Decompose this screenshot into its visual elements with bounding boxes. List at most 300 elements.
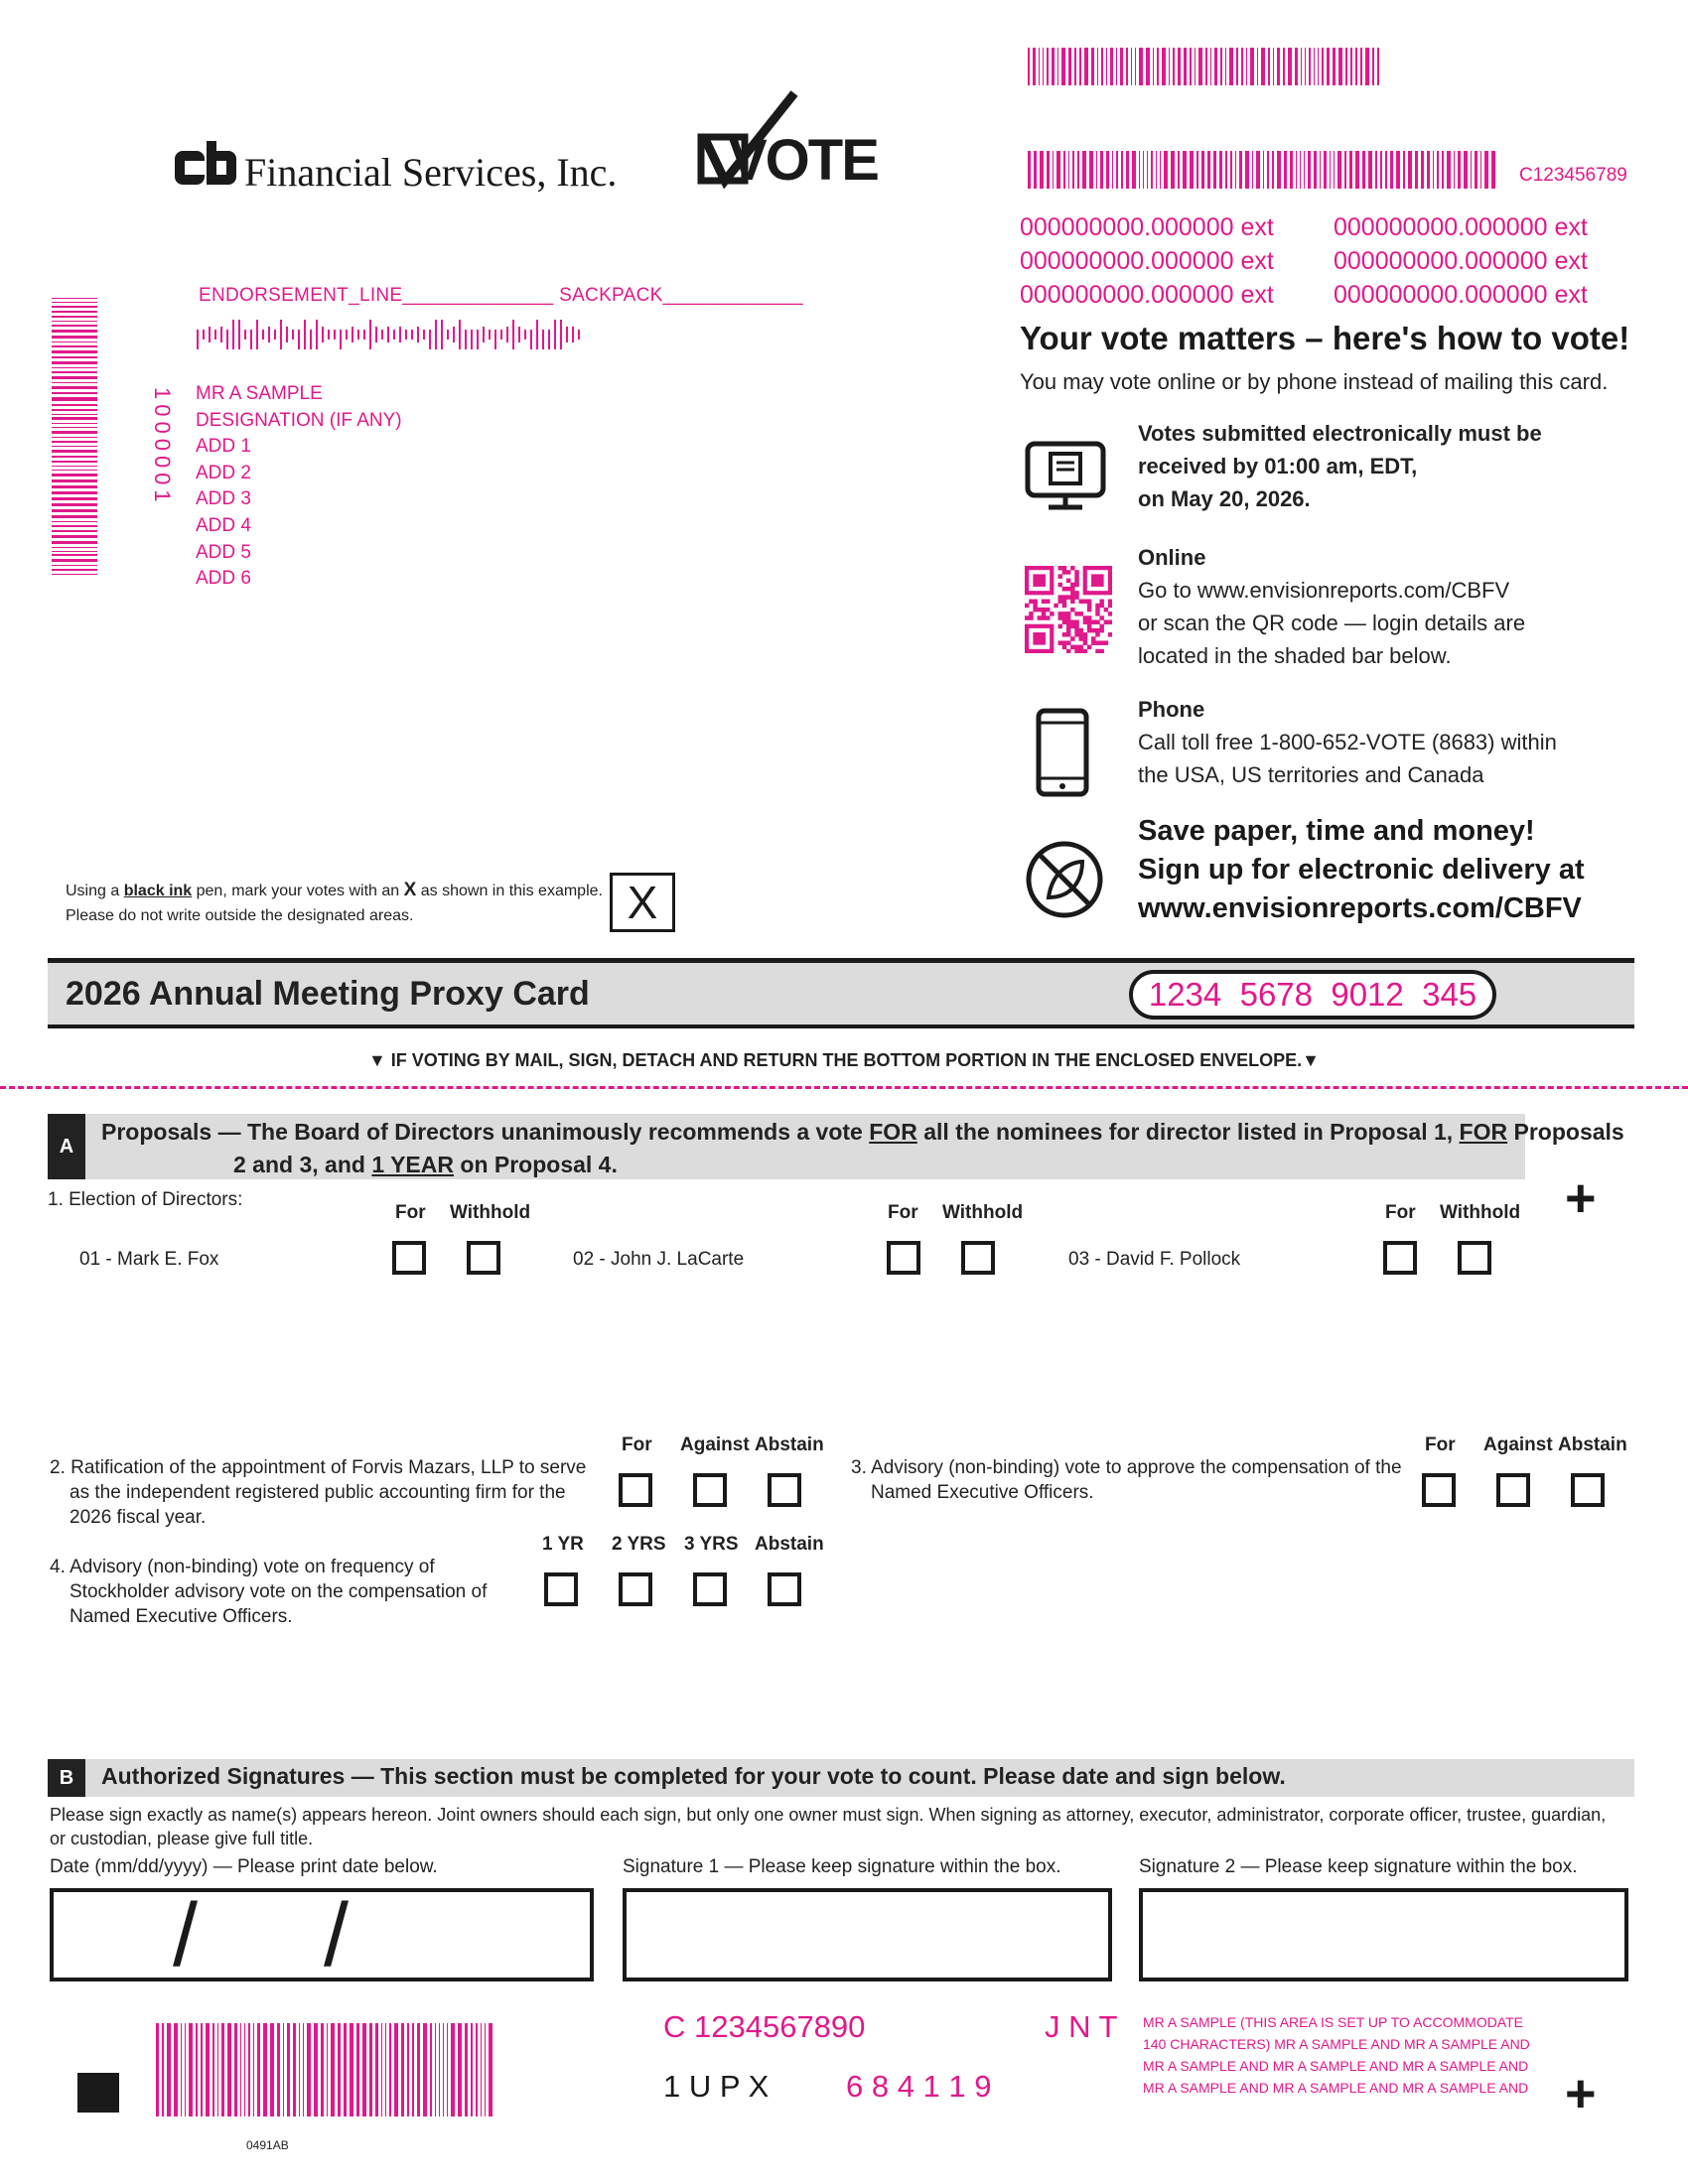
barcode-bar: [1040, 151, 1044, 189]
company-name: Financial Services, Inc.: [244, 150, 618, 195]
signature-1-label: Signature 1 — Please keep signature within the box.: [623, 1856, 1061, 1877]
vote-title: Your vote matters – here's how to vote!: [1020, 320, 1630, 356]
barcode-bar: [338, 2023, 341, 2116]
qr-module: [1066, 632, 1070, 636]
qr-module: [1074, 574, 1078, 578]
barcode-bar: [331, 2023, 335, 2116]
footer-sample-text: [1143, 2011, 1530, 2099]
footer-code-1: C 1234567890: [663, 2009, 866, 2044]
proposal-2-line: 2. Ratification of the appointment of Forvis Mazars, LLP to serve: [50, 1457, 587, 1478]
proposal-3-line: 3. Advisory (non-binding) vote to approve the compensation of the: [851, 1457, 1402, 1478]
qr-module: [1046, 608, 1050, 612]
phone-icon: [1035, 707, 1090, 803]
paper-line: Save paper, time and money!: [1138, 815, 1535, 847]
ext-line: 000000000.000000 ext: [1334, 213, 1588, 241]
qr-module: [1095, 612, 1099, 615]
barcode-bar: [1314, 151, 1317, 189]
qr-module: [1095, 640, 1099, 644]
barcode-bar: [1290, 151, 1293, 189]
barcode-bar: [52, 336, 97, 339]
barcode-bar: [1110, 48, 1113, 85]
barcode-bar: [423, 2023, 427, 2116]
proposal-2-abstain-checkbox[interactable]: [768, 1473, 801, 1507]
qr-module: [1099, 640, 1103, 644]
barcode-bar: [1210, 48, 1211, 85]
barcode-bar: [1360, 48, 1362, 85]
ext-line: 000000000.000000 ext: [1334, 247, 1588, 275]
postal-bar: [286, 327, 288, 342]
barcode-bar: [476, 2023, 478, 2116]
postal-bar: [298, 330, 300, 349]
barcode-bar: [1057, 48, 1058, 85]
barcode-bar: [1056, 151, 1060, 189]
barcode-bar: [1305, 48, 1306, 85]
signature-2-label: Signature 2 — Please keep signature within the box.: [1139, 1856, 1578, 1877]
barcode-bar: [1283, 48, 1285, 85]
postal-bar: [554, 320, 556, 349]
ink-line-2: Please do not write outside the designated areas.: [66, 907, 414, 924]
phone-text: [1138, 693, 1557, 791]
date-separator: /: [324, 1886, 350, 1985]
paper-line: Sign up for electronic delivery at: [1138, 854, 1585, 886]
nominee-1-withhold-checkbox[interactable]: [467, 1241, 500, 1275]
barcode-bar: [1043, 48, 1044, 85]
barcode-bar: [1213, 151, 1216, 189]
barcode-bar: [1139, 48, 1143, 85]
barcode-bar: [1097, 48, 1098, 85]
qr-module: [1095, 632, 1099, 636]
qr-module: [1042, 615, 1046, 619]
barcode-bar: [1146, 48, 1150, 85]
postal-bar: [393, 330, 395, 340]
barcode-bar: [1295, 48, 1298, 85]
barcode-bar: [1100, 151, 1103, 189]
qr-module: [1087, 615, 1091, 619]
qr-module: [1095, 608, 1099, 612]
postal-bar: [489, 330, 491, 340]
postal-bar: [268, 327, 270, 342]
qr-module: [1062, 615, 1066, 619]
qr-module: [1095, 604, 1099, 608]
barcode-bar: [1047, 151, 1050, 189]
phone-line[interactable]: Call toll free 1-800-652-VOTE (8683) within: [1138, 730, 1557, 754]
postal-bar: [274, 330, 276, 340]
barcode-bar: [240, 2023, 241, 2116]
barcode-bar: [52, 423, 97, 425]
side-barcode: [52, 298, 97, 578]
postal-bar: [530, 330, 532, 349]
barcode-bar: [52, 525, 97, 527]
qr-module: [1091, 636, 1095, 640]
barcode-bar: [1245, 151, 1249, 189]
barcode-bar: [1084, 48, 1088, 85]
barcode-bar: [1178, 48, 1181, 85]
postal-bar: [262, 330, 264, 340]
qr-module: [1066, 624, 1070, 628]
ext-line: 000000000.000000 ext: [1020, 213, 1274, 241]
sample-line: 140 CHARACTERS) MR A SAMPLE AND MR A SAMPLE AND: [1143, 2036, 1530, 2052]
postal-bar: [226, 330, 228, 349]
barcode-bar: [52, 466, 97, 468]
barcode-bar: [1151, 151, 1153, 189]
barcode-bar: [1156, 151, 1157, 189]
barcode-bar: [1296, 151, 1297, 189]
control-code: C123456789: [1519, 165, 1627, 186]
barcode-bar: [1308, 151, 1311, 189]
postal-bar: [560, 320, 562, 349]
qr-module: [1070, 566, 1074, 570]
barcode-bar: [1112, 151, 1113, 189]
postal-barcode: [197, 320, 584, 349]
postal-bar: [441, 320, 443, 349]
qr-finder: [1033, 632, 1046, 645]
barcode-bar: [1250, 48, 1254, 85]
barcode-bar: [1079, 48, 1081, 85]
barcode-bar: [1225, 48, 1226, 85]
qr-module: [1074, 591, 1078, 595]
barcode-bar: [1153, 48, 1154, 85]
barcode-bar: [451, 2023, 455, 2116]
qr-module: [1074, 645, 1078, 649]
barcode-bar: [185, 2023, 186, 2116]
barcode-bar: [1350, 48, 1352, 85]
barcode-bar: [1034, 151, 1037, 189]
barcode-bar: [1225, 151, 1227, 189]
barcode-bar: [1205, 48, 1207, 85]
barcode-bar: [1301, 48, 1302, 85]
postal-bar: [518, 327, 520, 342]
qr-module: [1066, 579, 1070, 583]
barcode-bar: [327, 2023, 328, 2116]
col-for: For: [395, 1202, 426, 1223]
footer-code-3: 6 8 4 1 1 9: [846, 2069, 992, 2104]
col-for: For: [1425, 1434, 1456, 1455]
example-mark-box: X: [610, 873, 675, 932]
barcode-bar: [1330, 151, 1331, 189]
barcode-bar: [1471, 151, 1472, 189]
barcode-bar: [1053, 151, 1054, 189]
address-line: ADD 1: [196, 436, 251, 458]
postal-bar: [399, 327, 401, 342]
barcode-bar: [52, 441, 97, 443]
signature-2-field[interactable]: [1139, 1888, 1628, 1981]
nominee-1-for-checkbox[interactable]: [392, 1241, 426, 1275]
ext-line: 000000000.000000 ext: [1020, 281, 1274, 309]
barcode-bar: [1322, 48, 1324, 85]
address-line: ADD 3: [196, 488, 251, 510]
nominee-3-for-checkbox[interactable]: [1383, 1241, 1417, 1275]
proposal-4-1yr-checkbox[interactable]: [544, 1572, 578, 1606]
address-line: ADD 5: [196, 541, 251, 563]
qr-module: [1070, 636, 1074, 640]
address-line: MR A SAMPLE: [196, 383, 323, 404]
barcode-bar: [1447, 151, 1451, 189]
deadline-line: Votes submitted electronically must be: [1138, 421, 1542, 446]
barcode-bar: [167, 2023, 171, 2116]
barcode-bar: [1257, 48, 1258, 85]
postal-bar: [471, 330, 473, 349]
barcode-bar: [1263, 151, 1264, 189]
proxy-bottom-rule: [48, 1024, 1634, 1028]
postal-bar: [429, 330, 431, 349]
proposal-3-abstain-checkbox[interactable]: [1571, 1473, 1605, 1507]
proposal-3-text: [851, 1455, 1402, 1505]
proposal-3-against-checkbox[interactable]: [1496, 1473, 1530, 1507]
qr-module: [1066, 615, 1070, 619]
barcode-bar: [1082, 151, 1086, 189]
qr-module: [1033, 604, 1037, 608]
qr-module: [1074, 612, 1078, 615]
barcode-bar: [52, 356, 97, 358]
barcode-bar: [1214, 48, 1217, 85]
barcode-bar: [1458, 151, 1461, 189]
barcode-bar: [253, 2023, 254, 2116]
barcode-bar: [1288, 48, 1292, 85]
qr-module: [1042, 612, 1046, 615]
qr-module: [1070, 583, 1074, 587]
qr-module: [1083, 636, 1087, 640]
qr-module: [1095, 649, 1099, 653]
postal-bar: [250, 330, 252, 349]
postal-bar: [506, 327, 508, 342]
postal-bar: [203, 330, 205, 340]
barcode-bar: [1162, 48, 1166, 85]
qr-code-icon[interactable]: [1025, 566, 1112, 653]
qr-module: [1033, 600, 1037, 604]
postal-bar: [512, 320, 514, 349]
footer-code-2: 1 U P X: [663, 2069, 770, 2104]
vote-logo-text: VOTE: [729, 128, 878, 193]
qr-module: [1074, 628, 1078, 632]
barcode-bar: [52, 437, 97, 438]
col-against: Against: [1483, 1434, 1553, 1455]
postal-bar: [387, 327, 389, 342]
barcode-bar: [52, 330, 97, 333]
qr-module: [1070, 595, 1074, 599]
barcode-bar: [1365, 48, 1369, 85]
postal-bar: [465, 330, 467, 349]
postal-bar: [197, 330, 199, 349]
barcode-bar: [350, 2023, 353, 2116]
col-abstain: Abstain: [755, 1534, 824, 1555]
qr-module: [1046, 600, 1050, 604]
nominee-2: 02 - John J. LaCarte: [573, 1249, 745, 1270]
proposal-4-abstain-checkbox[interactable]: [768, 1572, 801, 1606]
qr-module: [1062, 612, 1066, 615]
postal-bar: [483, 327, 485, 342]
barcode-bar: [1304, 151, 1305, 189]
postal-bar: [405, 330, 407, 340]
mailing-address: [196, 381, 402, 593]
qr-module: [1095, 619, 1099, 623]
qr-finder: [1033, 574, 1046, 587]
barcode-bar: [52, 386, 97, 389]
postal-bar: [328, 330, 330, 340]
barcode-bar: [52, 456, 97, 458]
qr-module: [1099, 624, 1103, 628]
barcode-bar: [1169, 48, 1170, 85]
online-title: Online: [1138, 545, 1206, 570]
barcode-bar: [417, 2023, 420, 2116]
footer-jnt: J N T: [1045, 2009, 1118, 2044]
barcode-bar: [248, 2023, 250, 2116]
proposal-4-2yrs-checkbox[interactable]: [619, 1572, 652, 1606]
nominee-1: 01 - Mark E. Fox: [79, 1249, 219, 1270]
barcode-bar: [1267, 151, 1269, 189]
barcode-bar: [1173, 48, 1175, 85]
barcode-bar: [381, 2023, 382, 2116]
barcode-bar: [52, 479, 97, 482]
online-line[interactable]: Go to www.envisionreports.com/CBFV: [1138, 578, 1510, 603]
postal-bar: [566, 327, 568, 342]
paper-line[interactable]: www.envisionreports.com/CBFV: [1138, 892, 1582, 924]
barcode-bar: [471, 2023, 473, 2116]
barcode-bar: [1061, 48, 1065, 85]
qr-module: [1083, 619, 1087, 623]
barcode-bar: [283, 2023, 284, 2116]
barcode-bar: [156, 2023, 159, 2116]
deadline-line: received by 01:00 am, EDT,: [1138, 454, 1418, 478]
qr-module: [1042, 608, 1046, 612]
barcode-bar: [212, 2023, 214, 2116]
section-a-heading: [101, 1116, 1624, 1181]
barcode-bar: [307, 2023, 311, 2116]
barcode-bar: [52, 404, 97, 406]
postal-bar: [411, 330, 413, 340]
qr-module: [1087, 628, 1091, 632]
proposal-2-for-checkbox[interactable]: [619, 1473, 652, 1507]
qr-module: [1108, 612, 1112, 615]
barcode-bar: [221, 2023, 224, 2116]
barcode-bar: [1344, 151, 1346, 189]
proposal-3-line: Named Executive Officers.: [871, 1482, 1094, 1503]
date-field[interactable]: [50, 1886, 594, 1985]
barcode-bar: [52, 551, 97, 552]
col-1yr: 1 YR: [542, 1534, 584, 1555]
qr-module: [1078, 628, 1082, 632]
qr-module: [1083, 615, 1087, 619]
qr-module: [1050, 612, 1054, 615]
barcode-bar: [1106, 151, 1109, 189]
barcode-bar: [1442, 151, 1444, 189]
qr-module: [1074, 649, 1078, 653]
barcode-bar: [1047, 48, 1049, 85]
detach-line[interactable]: [0, 1086, 1688, 1089]
barcode-bar: [1106, 48, 1107, 85]
postal-bar: [417, 327, 419, 342]
qr-module: [1066, 628, 1070, 632]
proposal-4-3yrs-checkbox[interactable]: [693, 1572, 727, 1606]
barcode-bar: [1116, 151, 1118, 189]
barcode-bar: [1220, 48, 1222, 85]
barcode-bar: [52, 547, 97, 548]
qr-module: [1104, 619, 1108, 623]
postal-bar: [334, 330, 336, 340]
postal-bar: [292, 330, 294, 340]
barcode-bar: [1139, 151, 1140, 189]
qr-module: [1066, 570, 1070, 574]
barcode-bar: [1068, 151, 1069, 189]
proposal-2-line: as the independent registered public accounting firm for the: [70, 1482, 566, 1503]
barcode-bar: [1333, 48, 1336, 85]
barcode-bar: [1219, 151, 1222, 189]
ink-instructions: [66, 878, 603, 928]
qr-module: [1046, 615, 1050, 619]
barcode-bar: [1327, 48, 1330, 85]
barcode-bar: [1033, 48, 1036, 85]
qr-module: [1099, 615, 1103, 619]
ink-line-1: Using a black ink pen, mark your votes with an X as shown in this example.: [66, 880, 603, 900]
barcode-bar: [321, 2023, 324, 2116]
qr-module: [1108, 604, 1112, 608]
nominee-3-withhold-checkbox[interactable]: [1458, 1241, 1491, 1275]
qr-module: [1078, 600, 1082, 604]
qr-module: [1058, 583, 1062, 587]
barcode-bar: [1408, 151, 1412, 189]
barcode-bar: [52, 302, 97, 304]
barcode-bar: [52, 485, 97, 487]
qr-module: [1029, 600, 1033, 604]
postal-bar: [232, 320, 234, 349]
qr-module: [1087, 645, 1091, 649]
barcode-bar: [52, 397, 97, 400]
nominee-2-for-checkbox[interactable]: [887, 1241, 920, 1275]
barcode-bar: [52, 350, 97, 353]
barcode-bar: [244, 2023, 245, 2116]
proposal-4-line: 4. Advisory (non-binding) vote on frequency of: [50, 1557, 435, 1577]
barcode-bar: [52, 509, 97, 512]
phone-title: Phone: [1138, 697, 1205, 722]
barcode-bar: [52, 361, 97, 363]
qr-module: [1058, 624, 1062, 628]
barcode-bar: [1198, 48, 1202, 85]
signature-1-field[interactable]: [623, 1888, 1112, 1981]
postal-bar: [423, 330, 425, 340]
ext-list: [1020, 210, 1635, 312]
proposal-1-title: 1. Election of Directors:: [48, 1189, 243, 1210]
proposal-2-against-checkbox[interactable]: [693, 1473, 727, 1507]
date-separator: /: [173, 1886, 199, 1985]
postal-bar: [477, 330, 479, 349]
barcode-bar: [52, 382, 97, 383]
barcode-bar: [1437, 151, 1439, 189]
barcode-bar: [52, 417, 97, 419]
qr-module: [1058, 612, 1062, 615]
qr-module: [1104, 640, 1108, 644]
barcode-bar: [217, 2023, 218, 2116]
barcode-bar: [458, 2023, 462, 2116]
proposal-3-for-checkbox[interactable]: [1422, 1473, 1456, 1507]
barcode-bar: [52, 565, 97, 566]
postal-bar: [352, 327, 353, 342]
qr-module: [1078, 636, 1082, 640]
barcode-bar: [52, 321, 97, 323]
nominee-2-withhold-checkbox[interactable]: [961, 1241, 995, 1275]
barcode-bar: [1091, 48, 1094, 85]
postal-bar: [536, 320, 538, 349]
postal-bar: [435, 320, 437, 349]
barcode-bar: [52, 392, 97, 394]
barcode-bar: [1178, 151, 1180, 189]
barcode-bar: [1183, 151, 1187, 189]
qr-module: [1091, 619, 1095, 623]
barcode-bar: [1380, 151, 1382, 189]
qr-module: [1083, 600, 1087, 604]
online-text: [1138, 541, 1525, 672]
footer-barcode: [156, 2023, 495, 2116]
qr-module: [1066, 640, 1070, 644]
proposal-2-text: [50, 1455, 586, 1530]
